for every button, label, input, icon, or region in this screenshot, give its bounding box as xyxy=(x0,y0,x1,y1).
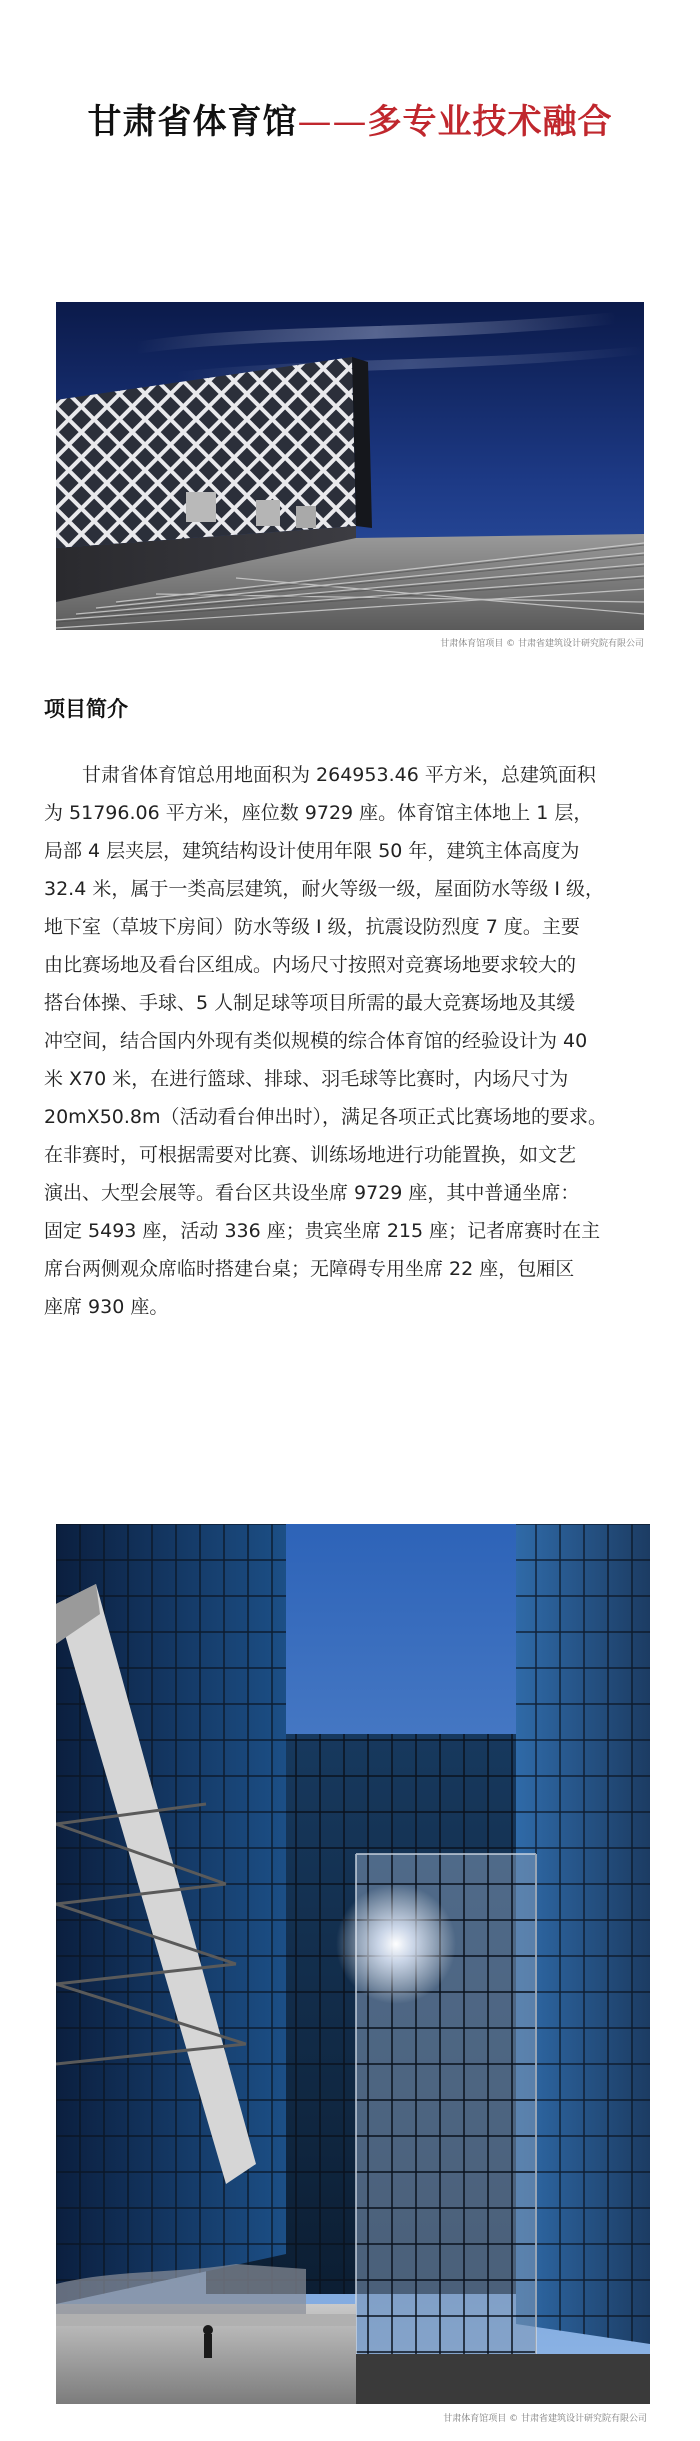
photo-caption: 甘肃体育馆项目 © 甘肃省建筑设计研究院有限公司 xyxy=(440,639,644,649)
paragraph-line: 在非赛时，可根据需要对比赛、训练场地进行功能置换，如文艺 xyxy=(44,1144,577,1166)
paragraph-line: 演出、大型会展等。看台区共设坐席 9729 座，其中普通坐席： xyxy=(44,1182,580,1204)
paragraph-line: 甘肃省体育馆总用地面积为 264953.46 平方米，总建筑面积 xyxy=(82,764,596,786)
paragraph-line: 32.4 米，属于一类高层建筑，耐火等级一级，屋面防水等级 I 级， xyxy=(44,878,605,900)
title-main: 甘肃省体育馆 xyxy=(87,102,298,142)
paragraph-line: 席台两侧观众席临时搭建台桌；无障碍专用坐席 22 座，包厢区 xyxy=(44,1258,575,1280)
paragraph-line: 由比赛场地及看台区组成。内场尺寸按照对竞赛场地要求较大的 xyxy=(44,954,577,976)
photo-glass-curtain-wall xyxy=(56,1524,650,2404)
glass-curtain-wall-illustration xyxy=(56,1524,650,2404)
page-title xyxy=(0,100,700,144)
paragraph-line: 搭台体操、手球、5 人制足球等项目所需的最大竞赛场地及其缓 xyxy=(44,992,576,1014)
project-description xyxy=(44,756,658,1326)
paragraph-line: 固定 5493 座，活动 336 座；贵宾坐席 215 座；记者席赛时在主 xyxy=(44,1220,601,1242)
title-accent: 多专业技术融合 xyxy=(367,102,613,142)
paragraph-line: 座席 930 座。 xyxy=(44,1296,169,1318)
paragraph-line: 米 X70 米，在进行篮球、排球、羽毛球等比赛时，内场尺寸为 xyxy=(44,1068,569,1090)
facade-stairs-illustration xyxy=(56,302,644,630)
photo-facade-stairs xyxy=(56,302,644,630)
paragraph-line: 地下室（草坡下房间）防水等级 I 级，抗震设防烈度 7 度。主要 xyxy=(44,916,580,938)
paragraph-line: 为 51796.06 平方米，座位数 9729 座。体育馆主体地上 1 层， xyxy=(44,802,593,824)
section-heading: 项目简介 xyxy=(44,697,128,721)
title-dash: —— xyxy=(297,102,368,142)
photo-caption: 甘肃体育馆项目 © 甘肃省建筑设计研究院有限公司 xyxy=(443,2414,647,2424)
paragraph-line: 冲空间，结合国内外现有类似规模的综合体育馆的经验设计为 40 xyxy=(44,1030,588,1052)
paragraph-line: 20mX50.8m（活动看台伸出时），满足各项正式比赛场地的要求。 xyxy=(44,1106,608,1128)
paragraph-line: 局部 4 层夹层，建筑结构设计使用年限 50 年，建筑主体高度为 xyxy=(44,840,580,862)
